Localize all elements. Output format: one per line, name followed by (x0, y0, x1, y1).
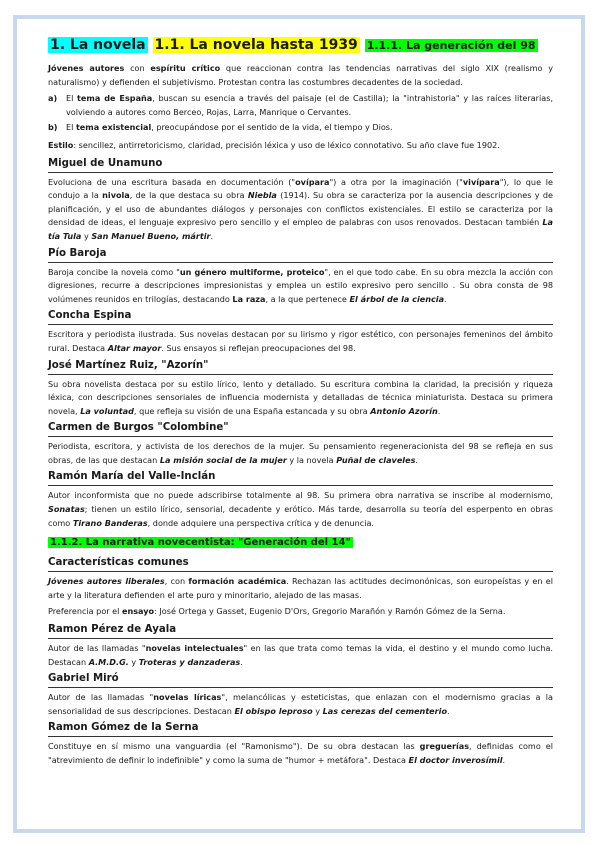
section-unamuno (48, 157, 553, 244)
author-text: Constituye en sí mismo una vanguardia (el "Ramonismo"). De su obra destacan las greguerías, definidas como el "atrevimiento de definir lo indefinible" y como la suma de "humor + metáfora". Destaca El doctor inverosímil. (48, 741, 553, 765)
intro-list (48, 92, 553, 135)
author-heading: Miguel de Unamuno (48, 157, 553, 173)
author-heading: Concha Espina (48, 309, 553, 325)
author-text: Escritora y periodista ilustrada. Sus novelas destacan por su lirismo y rigor estético, con personajes femeninos del ámbito rural. Destaca Altar mayor. Sus ensayos si reflejan preocupaciones del 98. (48, 329, 553, 353)
section-text: Preferencia por el ensayo: José Ortega y Gasset, Eugenio D'Ors, Gregorio Marañón y Ramón Gómez de la Serna. (48, 606, 506, 617)
author-heading: Carmen de Burgos "Colombine" (48, 421, 553, 437)
author-text: Autor de las llamadas "novelas intelectuales" en las que trata como temas la vida, el destino y el mundo como lucha. Destacan A.M.D.G. y Troteras y danzaderas. (48, 643, 553, 667)
section-baroja (48, 247, 553, 307)
author-text: Su obra novelista destaca por su estilo lírico, lento y detallado. Su escritura combina la claridad, la precisión y riqueza léxica, con descripciones sensoriales de influencia modernista y detalladas de técnica miniaturista. Destaca su primera novela, La voluntad, que refleja su visión de una España estancada y su obra Antonio Azorín. (48, 378, 553, 416)
section-caracteristicas (48, 556, 553, 619)
list-item: b) El tema existencial, preocupándose por el sentido de la vida, el tiempo y Dios. (48, 122, 393, 133)
section-azorin (48, 359, 553, 419)
author-heading: José Martínez Ruiz, "Azorín" (48, 359, 553, 375)
heading-hasta-1939: 1.1. La novela hasta 1939 (154, 37, 358, 53)
intro-paragraph: Jóvenes autores con espíritu crítico que reaccionan contra las tendencias narrativas del siglo XIX (realismo y naturalismo) y defienden el subjetivismo. Protestan contra las costumbres decadentes de la sociedad. (48, 63, 553, 87)
section-perez-de-ayala (48, 623, 553, 669)
section-gomez-de-la-serna (48, 721, 553, 767)
section-miro (48, 672, 553, 718)
section-espina (48, 309, 553, 355)
author-heading: Ramon Gómez de la Serna (48, 721, 553, 737)
author-text: Autor inconformista que no puede adscribirse totalmente al 98. Su primera obra narrativa se inscribe al modernismo, Sonatas; tienen un estilo lírico, sensorial, decadente y erótico. Más tarde, desarrolla su teoría del esperpento en obras como Tirano Banderas, donde adquiere una perspectiva crítica y de denuncia. (48, 490, 553, 528)
author-heading: Pío Baroja (48, 247, 553, 263)
author-heading: Ramon Pérez de Ayala (48, 623, 553, 639)
heading-generacion-98: 1.1.1. La generación del 98 (366, 39, 536, 52)
title-line (48, 35, 553, 56)
heading-generacion-14: 1.1.2. La narrativa novecentista: "Generación del 14" (50, 537, 351, 549)
section-heading: Características comunes (48, 556, 553, 572)
heading-novela: 1. La novela (50, 37, 146, 53)
section-text: Jóvenes autores liberales, con formación académica. Rechazan las actitudes decimonónicas, son europeístas y en el arte y la literatura defienden el arte puro y minoritario, alejado de las masas. (48, 576, 553, 600)
author-heading: Ramón María del Valle-Inclán (48, 470, 553, 486)
list-item: a) El tema de España, buscan su esencia a través del paisaje (el de Castilla); la "intrahistoria" y las raíces literarias, volviendo a autores como Berceo, Rojas, Larra, Manrique o Cervantes. (48, 93, 554, 117)
section-valle-inclan (48, 470, 553, 530)
estilo-paragraph: Estilo: sencillez, antirretoricismo, claridad, precisión léxica y uso de léxico connotativo. Su año clave fue 1902. (48, 139, 500, 150)
author-text: Periodista, escritora, y activista de los derechos de la mujer. Su pensamiento regeneracionista del 98 se refleja en sus obras, de las que destacan La misión social de la mujer y la novela Puñal de claveles. (48, 441, 553, 465)
author-heading: Gabriel Miró (48, 672, 553, 688)
author-text: Evoluciona de una escritura basada en documentación ("ovípara") a otra por la imaginación ("vivípara"), lo que le condujo a la nivola, de la que destaca su obra Niebla (1914). Su obra se caracteriza por la ausencia descripciones y de planificación, y el uso de abundantes diálogos y personajes con conflictos existenciales. El estilo se caracteriza por la densidad de ideas, el lenguaje expresivo pero sencillo y el empleo de palabras con usos renovados. Destacan también La tía Tula y San Manuel Bueno, mártir. (48, 176, 553, 241)
author-text: Baroja concibe la novela como "un género multiforme, proteico", en el que todo cabe. En su obra mezcla la acción con digresiones, recurre a descripciones impresionistas y emplea un estilo expresivo pero sencillo . Su obra consta de 98 volúmenes reunidos en trilogías, destacando La raza, a la que pertenece El árbol de la ciencia. (48, 266, 553, 304)
section-colombine (48, 421, 553, 467)
author-text: Autor de las llamadas "novelas líricas", melancólicas y esteticistas, que enlazan con el modernismo gracias a la sensorialidad de sus descripciones. Destacan El obispo leproso y Las cerezas del cementerio. (48, 692, 554, 716)
document-page (13, 15, 585, 833)
